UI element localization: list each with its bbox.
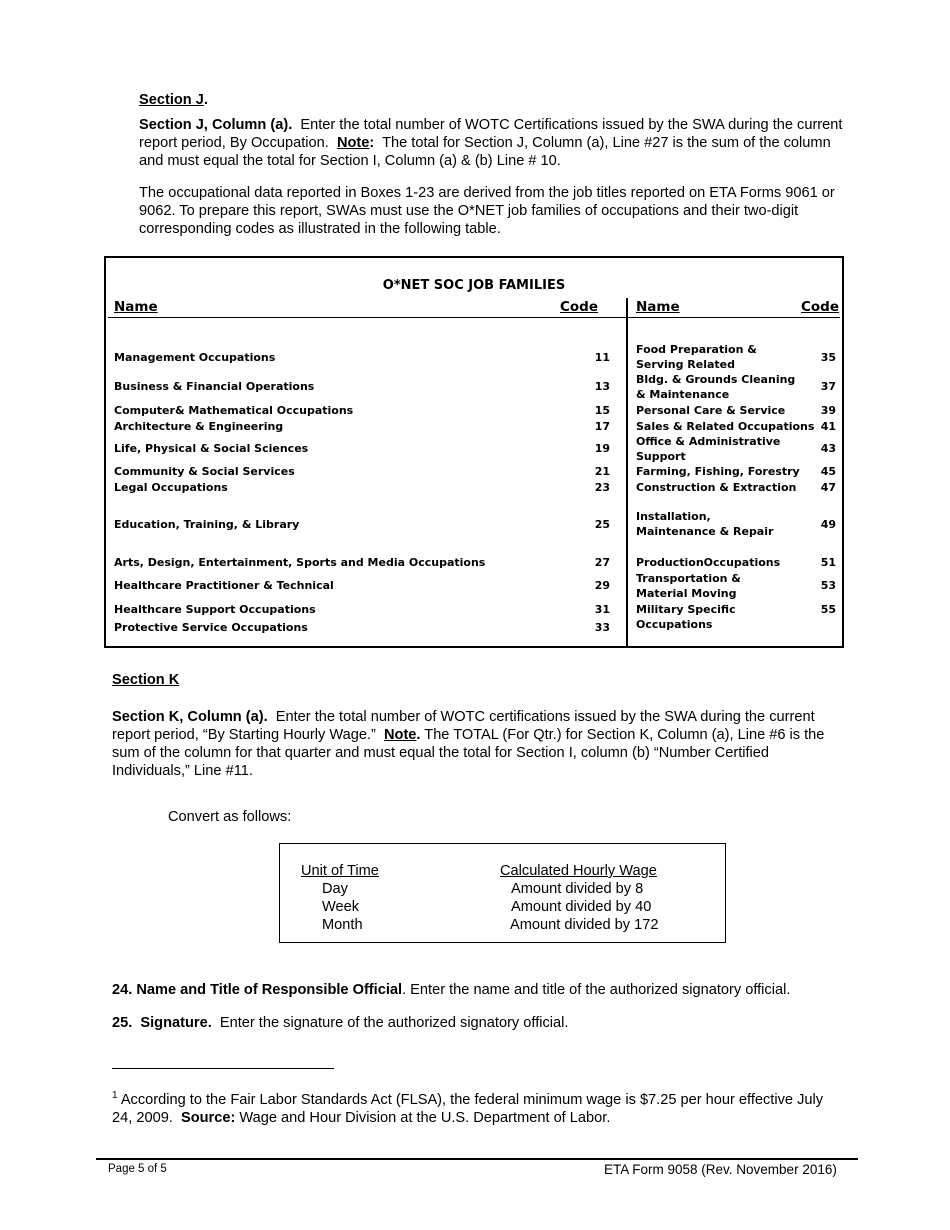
right-row-code: 47: [820, 481, 836, 494]
footnote-text-b: Wage and Hour Division at the U.S. Department of Labor.: [239, 1109, 611, 1126]
left-name-header: Name: [114, 299, 158, 315]
right-row-name: Military Specific Occupations: [636, 603, 736, 631]
section-j-note-text: The total for Section J, Column (a), Line #27 is the sum of the column and must equal the total for Section I, Column (a) & (b) Line # 10.: [139, 135, 831, 169]
left-row-name: Arts, Design, Entertainment, Sports and Media Occupations: [114, 556, 486, 569]
onet-table-title: O*NET SOC JOB FAMILIES: [382, 278, 566, 293]
left-row-name: Protective Service Occupations: [114, 621, 308, 634]
section-j-column-a-text: Enter the total number of WOTC Certifications issued by the SWA during the current report period, By Occupation.: [139, 117, 843, 151]
wage-cell: Amount divided by 40: [511, 899, 652, 915]
item-24-lead: 24. Name and Title of Responsible Official: [112, 982, 403, 998]
left-row-name: Management Occupations: [114, 351, 276, 364]
item-25: [112, 1014, 842, 1032]
right-row-name: Food Preparation & Serving Related: [636, 343, 757, 371]
left-row-name: Computer& Mathematical Occupations: [114, 404, 354, 417]
section-k-column-a-lead: Section K, Column (a).: [112, 709, 268, 725]
right-name-header: Name: [636, 299, 680, 315]
section-k-text-b: The TOTAL (For Qtr.) for Section K, Column (a), Line #6 is the sum of the column for that quarter and must equal the total for Section I, column (b) “Number Certified Individuals,” Line #11.: [112, 727, 825, 779]
left-row-code: 11: [594, 351, 610, 364]
section-j-column-a-lead: Section J, Column (a).: [139, 117, 293, 133]
form-identifier: ETA Form 9058 (Rev. November 2016): [604, 1162, 837, 1177]
header-divider: [108, 317, 840, 318]
right-row-code: 37: [820, 380, 836, 393]
column-divider: [626, 298, 628, 648]
page-number: Page 5 of 5: [108, 1163, 167, 1175]
right-row-name: Installation, Maintenance & Repair: [636, 510, 774, 538]
right-row-name: Construction & Extraction: [636, 481, 797, 494]
section-j-heading: Section J.: [139, 92, 208, 108]
item-25-lead: 25. Signature.: [112, 1015, 212, 1031]
left-row-code: 27: [594, 556, 610, 569]
right-row-name: Sales & Related Occupations: [636, 420, 815, 433]
right-row-name: ProductionOccupations: [636, 556, 781, 569]
left-row-name: Healthcare Support Occupations: [114, 603, 316, 616]
left-row-code: 33: [594, 621, 610, 634]
right-row-name: Transportation & Material Moving: [636, 572, 741, 600]
unit-of-time-header: Unit of Time: [301, 863, 379, 879]
unit-cell: Week: [322, 899, 360, 915]
right-row-code: 35: [820, 351, 836, 364]
right-row-code: 49: [820, 518, 836, 531]
left-row-code: 25: [594, 518, 610, 531]
left-row-name: Life, Physical & Social Sciences: [114, 442, 309, 455]
onet-job-families-table: [104, 256, 844, 648]
right-row-code: 51: [820, 556, 836, 569]
section-j-occupational-paragraph: The occupational data reported in Boxes 1-23 are derived from the job titles reported on ETA Forms 9061 or 9062. To prepare this report, SWAs must use the O*NET job families of occupations and their two-digit corresponding codes as illustrated in the following table.: [139, 185, 835, 237]
note-label: Note: [336, 135, 370, 151]
section-j-column-a-paragraph: Section J, Column (a). Enter the total number of WOTC Certifications issued by the SWA during the current report period, By Occupation. Note: The total for Section J, Column (a), Line #27 is the sum of the column and must equal the total for Section I, Column (a) & (b) Line # 10.: [139, 117, 843, 169]
left-row-code: 21: [594, 465, 610, 478]
right-row-code: 55: [820, 603, 836, 616]
left-row-code: 31: [594, 603, 610, 616]
left-row-code: 17: [594, 420, 610, 433]
left-row-name: Community & Social Services: [114, 465, 295, 478]
right-row-code: 45: [820, 465, 836, 478]
conversion-table: [279, 843, 726, 943]
left-row-code: 15: [594, 404, 610, 417]
left-row-name: Architecture & Engineering: [114, 420, 284, 433]
right-row-code: 41: [820, 420, 836, 433]
section-k-heading: Section K: [112, 672, 180, 688]
left-row-code: 29: [594, 579, 610, 592]
right-row-name: Personal Care & Service: [636, 404, 786, 417]
left-row-name: Healthcare Practitioner & Technical: [114, 579, 334, 592]
left-code-header: Code: [560, 299, 599, 315]
section-k-text-a: Enter the total number of WOTC certifications issued by the SWA during the current report period, “By Starting Hourly Wage.”: [112, 709, 815, 743]
wage-cell: Amount divided by 172: [510, 917, 659, 933]
hourly-wage-header: Calculated Hourly Wage: [500, 863, 657, 879]
left-row-name: Business & Financial Operations: [114, 380, 315, 393]
footnote-marker: 1: [112, 1090, 118, 1101]
right-row-name: Farming, Fishing, Forestry: [636, 465, 800, 478]
wage-cell: Amount divided by 8: [511, 881, 644, 897]
footnote: [112, 1087, 842, 1127]
right-row-code: 53: [820, 579, 836, 592]
right-row-name: Bldg. & Grounds Cleaning & Maintenance: [636, 373, 796, 401]
item-24: [112, 981, 842, 999]
left-row-code: 13: [594, 380, 610, 393]
item-24-text: . Enter the name and title of the authorized signatory official.: [402, 982, 791, 998]
section-k-column-a-paragraph: Section K, Column (a). Enter the total number of WOTC certifications issued by the SWA during the current report period, “By Starting Hourly Wage.” Note. The TOTAL (For Qtr.) for Section K, Column (a), Line #6 is the sum of the column for that quarter and must equal the total for Section I, column (b) “Number Certified Individuals,” Line #11.: [112, 709, 825, 779]
section-k-note-label: Note: [383, 727, 417, 743]
right-row-code: 39: [820, 404, 836, 417]
right-row-name: Office & Administrative Support: [636, 435, 781, 463]
right-row-code: 43: [820, 442, 836, 455]
footnote-source-label: Source:: [180, 1109, 236, 1126]
footnote-text-a: According to the Fair Labor Standards Act (FLSA), the federal minimum wage is $7.25 per hour effective July 24, 2009.: [112, 1091, 824, 1126]
footnote-separator: [112, 1068, 334, 1069]
footer-rule: [96, 1158, 858, 1160]
left-row-name: Education, Training, & Library: [114, 518, 300, 531]
item-25-text: Enter the signature of the authorized signatory official.: [211, 1015, 569, 1031]
unit-cell: Month: [322, 917, 363, 933]
left-row-code: 23: [594, 481, 610, 494]
right-code-header: Code: [801, 299, 840, 315]
unit-cell: Day: [322, 881, 348, 897]
left-row-name: Legal Occupations: [114, 481, 228, 494]
left-row-code: 19: [594, 442, 610, 455]
convert-intro: Convert as follows:: [168, 809, 292, 825]
